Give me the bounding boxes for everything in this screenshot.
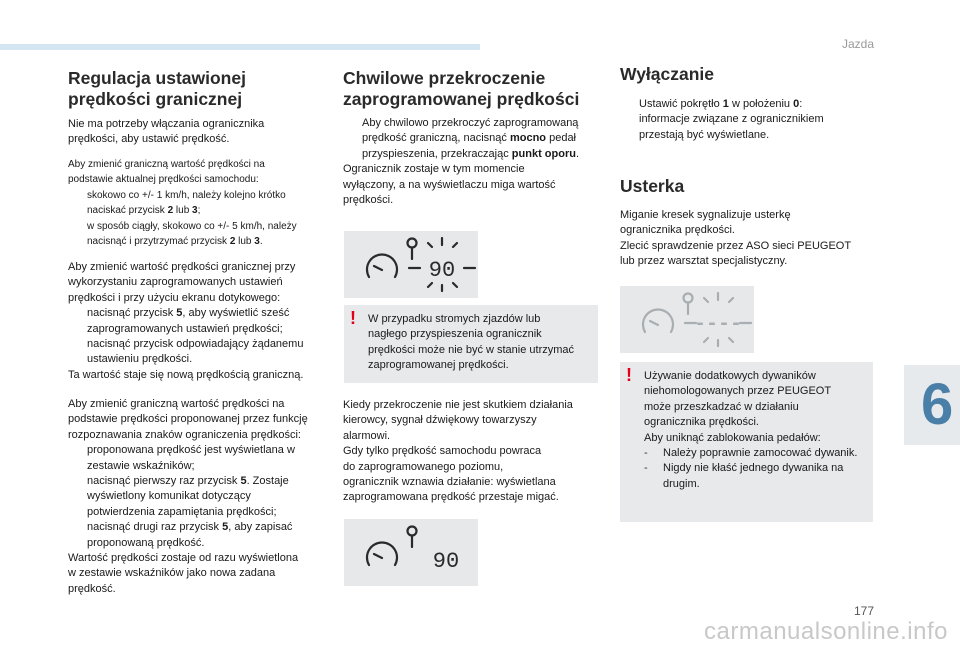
text-line: Ustawić pokrętło (639, 98, 723, 110)
list-item (68, 306, 330, 337)
text-line: niehomologowanych przez PEUGEOT (644, 385, 832, 398)
text-line: proponowana prędkość jest wyświetlana w (87, 444, 295, 457)
heading-switch-off: Wyłączanie (620, 64, 715, 84)
warning-icon: ! (626, 365, 632, 385)
list-item (68, 520, 330, 551)
text-line: ogranicznika prędkości. (620, 224, 735, 237)
list-item (644, 446, 865, 461)
text-line: lub (173, 205, 193, 217)
text-line: prędkość graniczną, nacisnąć (362, 132, 510, 145)
text-line: prędkości, aby ustawić prędkość. (68, 133, 230, 146)
chapter-number: 6 (921, 372, 954, 437)
control-ref: 0 (793, 98, 800, 110)
text-line: wykorzystaniu zaprogramowanych ustawień (68, 276, 283, 289)
text-line: proponowaną prędkość. (87, 536, 205, 549)
speed-value: ---- (693, 313, 743, 336)
button-ref: 2 (229, 236, 236, 248)
text-line: lub przez warsztat specjalistyczny. (620, 255, 788, 268)
heading-adjust-2: prędkości granicznej (68, 89, 243, 109)
dash-bullet: - (644, 447, 648, 460)
text-line: skokowo co +/- 1 km/h, należy kolejno krótko (87, 189, 286, 201)
text-line: naciskać przycisk (87, 205, 168, 217)
text-line: . Zostaje (246, 475, 289, 488)
text-line: Należy poprawnie zamocować dywanik. (663, 447, 858, 460)
text-line: Aby zmienić graniczną wartość prędkości na (68, 398, 285, 410)
speed-value: 90 (428, 258, 456, 283)
button-ref: 5 (222, 521, 229, 534)
text-line: Nigdy nie kłaść jednego dywanika na (663, 462, 844, 475)
speedometer-icon (344, 231, 478, 298)
text-line: nagłego przyspieszenia ogranicznik (368, 328, 542, 341)
section-label: Jazda (841, 37, 874, 51)
list-item (68, 219, 330, 250)
heading-fault: Usterka (620, 176, 685, 196)
text-line: nacisnąć drugi raz przycisk (87, 521, 223, 534)
speed-display-flashing (344, 231, 478, 298)
text-line: wyświetlony komunikat dotyczący (87, 490, 251, 503)
button-ref: 3 (192, 205, 198, 217)
text-line: prędkości. (343, 194, 394, 207)
text-line: . (575, 147, 580, 160)
text-line: nacisnąć przycisk (87, 307, 177, 320)
emphasis: mocno (509, 132, 547, 145)
watermark: carmanualsonline.info (704, 618, 948, 645)
text-line: . (259, 236, 263, 248)
text-line: prędkości może nie być w stanie utrzymać (368, 343, 575, 356)
text-line: Ogranicznik zostaje w tym momencie (343, 163, 525, 176)
text-line: Używanie dodatkowych dywaników (644, 370, 816, 382)
list-item (644, 461, 865, 492)
text-line: może przeszkadzać w działaniu (644, 400, 799, 413)
text-line: rozpoznawania znaków ograniczenia prędkości: (68, 428, 301, 441)
text-line: nacisnąć pierwszy raz przycisk (87, 475, 241, 488)
text-line: ogranicznik wznawia działanie: wyświetlana (343, 476, 556, 489)
list-item (68, 337, 330, 368)
text-line: lub (235, 236, 255, 248)
bullet-icon (68, 306, 87, 337)
text-line: przestają być wyświetlane. (639, 128, 770, 141)
dash-bullet: - (644, 462, 648, 475)
text-line: prędkości i przy użyciu ekranu dotykowego: (68, 291, 281, 304)
bullet-icon (68, 188, 87, 219)
text-line: ustawieniu prędkości. (87, 353, 193, 366)
text-line: wyłączony, a na wyświetlaczu miga wartość (343, 178, 556, 191)
list-item (68, 188, 330, 219)
page-number: 177 (853, 604, 874, 618)
list-item (68, 443, 330, 474)
text-line: Kiedy przekroczenie nie jest skutkiem działania (343, 399, 573, 411)
bullet-icon (68, 219, 87, 250)
text-line: Aby chwilowo przekroczyć zaprogramowaną (362, 117, 579, 129)
text-line: nacisnąć i przytrzymać przycisk (87, 236, 230, 248)
bullet-icon (68, 520, 87, 551)
text-line: alarmowi. (343, 429, 391, 442)
text-line: Wartość prędkości zostaje od razu wyświetlona (68, 552, 299, 565)
text-line: potwierdzenia zapamiętania prędkości; (87, 505, 277, 518)
speedometer-icon (620, 286, 754, 353)
text-line: w zestawie wskaźników jako nowa zadana (68, 567, 276, 580)
list-item (620, 97, 876, 143)
text-line: w sposób ciągły, skokowo co +/- 5 km/h, należy (87, 220, 297, 232)
bullet-icon (68, 337, 87, 368)
speed-display-steady (344, 519, 478, 586)
text-line: drugim. (663, 477, 700, 490)
text-line: informacje związane z ogranicznikiem (639, 113, 824, 126)
button-ref: 2 (167, 205, 174, 217)
button-ref: 5 (240, 475, 247, 488)
text-line: zaprogramowanej prędkości. (368, 359, 509, 372)
text-line: Aby uniknąć zablokowania pedałów: (644, 431, 821, 444)
text-line: zestawie wskaźników; (87, 459, 195, 472)
text-line: nacisnąć przycisk odpowiadający żądanemu (87, 338, 304, 351)
text-line: W przypadku stromych zjazdów lub (368, 313, 541, 325)
heading-override-1: Chwilowe przekroczenie (343, 68, 546, 88)
warning-box (620, 362, 873, 522)
text-line: , aby zapisać (228, 521, 293, 534)
warning-icon: ! (350, 308, 356, 328)
text-line: do zaprogramowanego poziomu, (343, 460, 504, 473)
button-ref: 5 (176, 307, 183, 320)
speed-value: 90 (432, 549, 460, 574)
bullet-icon (68, 474, 87, 520)
text-line: Aby zmienić graniczną wartość prędkości na (68, 159, 265, 170)
text-line: Gdy tylko prędkość samochodu powraca (343, 445, 542, 458)
text-line: : (799, 98, 803, 110)
text-line: Zlecić sprawdzenie przez ASO sieci PEUGEOT (620, 239, 852, 252)
text-line: prędkość. (68, 582, 116, 595)
speedometer-icon (344, 519, 478, 586)
heading-adjust-1: Regulacja ustawionej (68, 68, 246, 88)
chapter-tab (904, 365, 960, 445)
button-ref: 3 (254, 236, 260, 248)
text-line: w położeniu (728, 98, 794, 110)
control-ref: 1 (722, 98, 729, 110)
emphasis: punkt oporu (511, 147, 576, 160)
text-line: , aby wyświetlić sześć (182, 307, 290, 320)
text-line: ; (197, 205, 201, 217)
heading-override-2: zaprogramowanej prędkości (343, 89, 580, 109)
header-accent-bar (0, 44, 480, 50)
text-line: podstawie aktualnej prędkości samochodu: (68, 174, 259, 186)
text-line: podstawie prędkości proponowanej przez funkcję (68, 413, 308, 426)
text-line: pedał (546, 132, 577, 145)
text-line: zaprogramowana prędkość przestaje migać. (343, 491, 559, 504)
list-item (68, 474, 330, 520)
text-line: Ta wartość staje się nową prędkością graniczną. (68, 368, 304, 381)
bullet-icon (68, 443, 87, 474)
text-line: Aby zmienić wartość prędkości granicznej przy (68, 261, 296, 273)
text-line: kierowcy, sygnał dźwiękowy towarzyszy (343, 414, 537, 427)
text-line: Nie ma potrzeby włączania ogranicznika (68, 118, 265, 130)
text-line: ogranicznika prędkości. (644, 416, 759, 429)
text-line: Miganie kresek sygnalizuje usterkę (620, 209, 791, 221)
text-line: zaprogramowanych ustawień prędkości; (87, 322, 283, 335)
speed-display-fault (620, 286, 754, 353)
bullet-icon (343, 116, 362, 162)
text-line: przyspieszenia, przekraczając (362, 147, 512, 160)
list-item (343, 116, 605, 162)
warning-box (344, 305, 598, 383)
bullet-icon (620, 97, 639, 143)
